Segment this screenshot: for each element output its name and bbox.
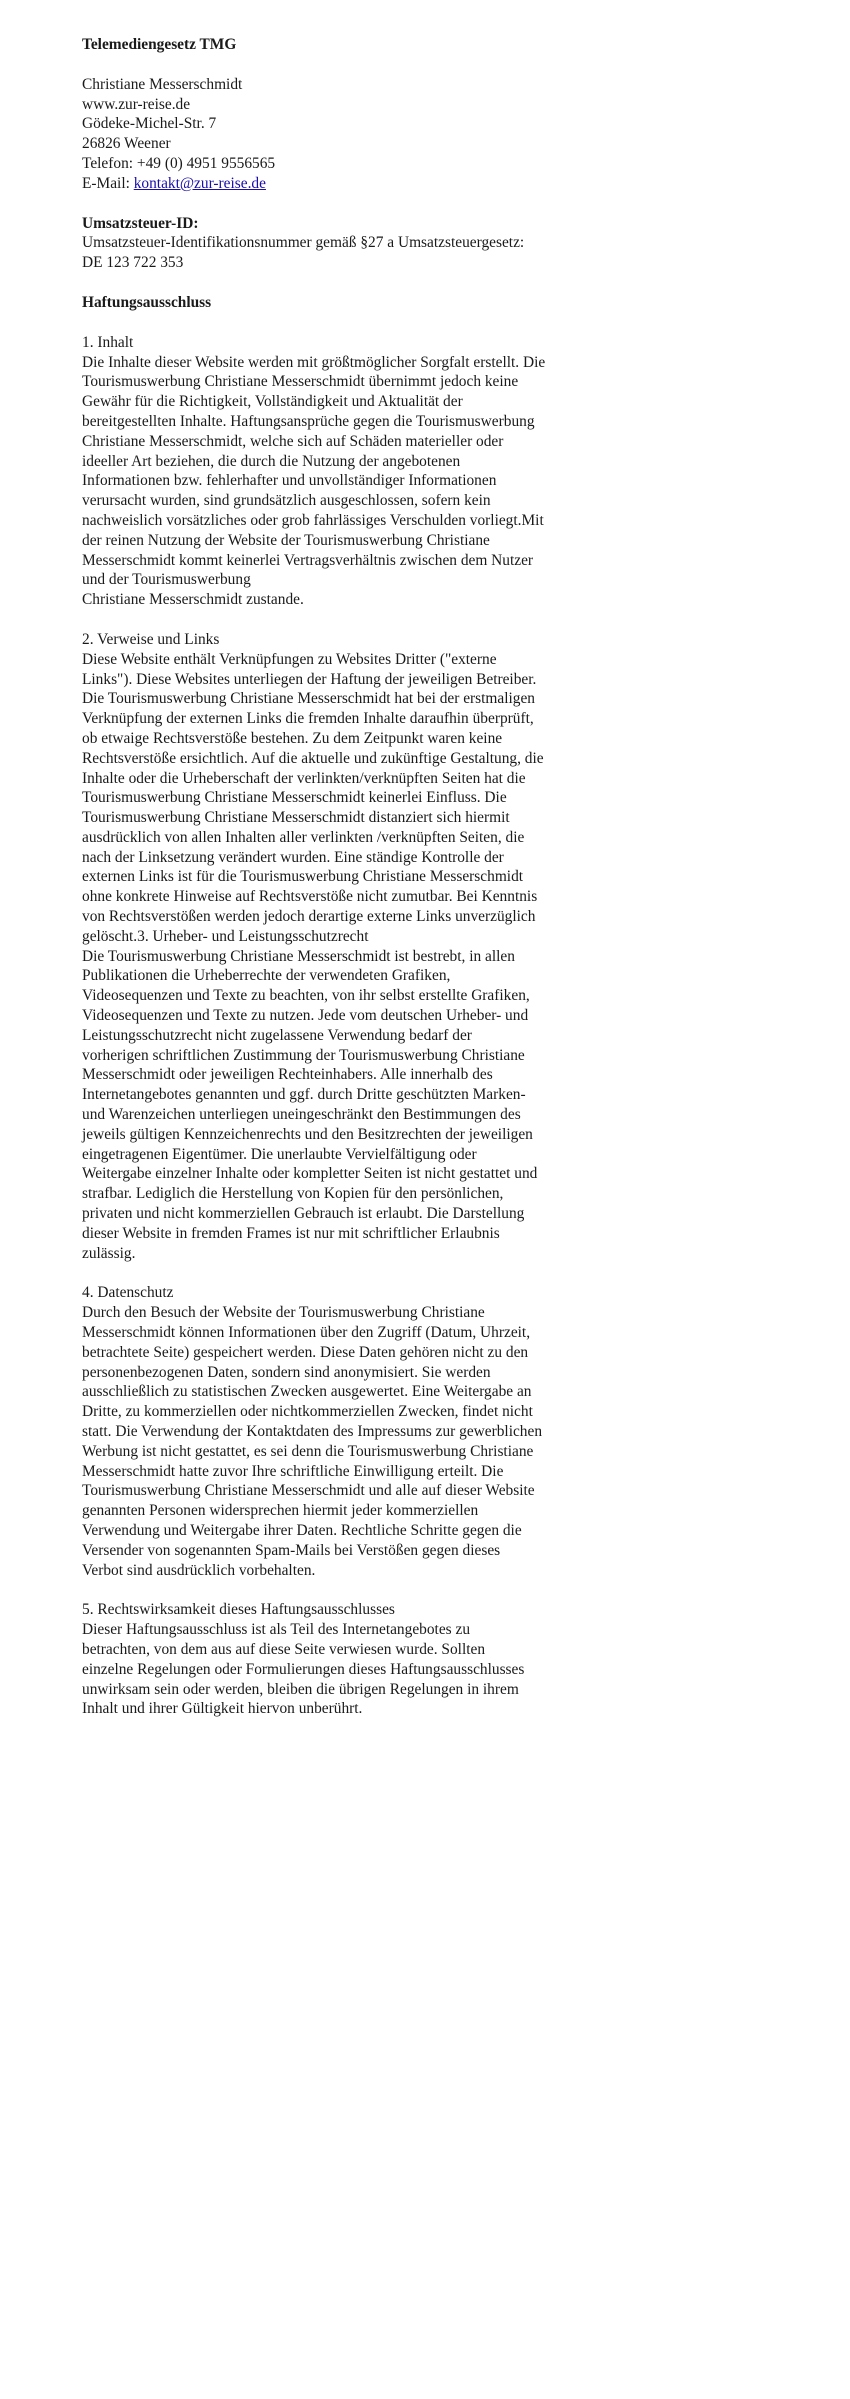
text-line: ausdrücklich von allen Inhalten aller verlinkten /verknüpften Seiten, die [82,828,525,846]
text-line: Verbot sind ausdrücklich vorbehalten. [82,1561,316,1579]
section-validity [82,1600,622,1719]
text-line: Werbung ist nicht gestattet, es sei denn die Tourismuswerbung Christiane [82,1442,534,1460]
text-line: Rechtsverstöße ersichtlich. Auf die aktuelle und zukünftige Gestaltung, die [82,749,544,767]
text-line: strafbar. Lediglich die Herstellung von Kopien für den persönlichen, [82,1185,504,1203]
text-line: ideeller Art beziehen, die durch die Nutzung der angebotenen [82,452,461,470]
spacer [82,55,622,75]
spacer [82,1580,622,1600]
text-line: Inhalt und ihrer Gültigkeit hiervon unberührt. [82,1700,363,1718]
text-line: Gewähr für die Richtigkeit, Vollständigkeit und Aktualität der [82,393,463,411]
text-line: Messerschmidt kommt keinerlei Vertragsverhältnis zwischen dem Nutzer [82,551,534,569]
text-line: zulässig. [82,1244,136,1262]
contact-phone: Telefon: +49 (0) 4951 9556565 [82,154,276,172]
section-text [82,353,622,610]
contact-email-line [82,174,622,194]
section-content [82,333,622,610]
section-privacy [82,1283,622,1580]
text-line: eingetragenen Eigentümer. Die unerlaubte Vervielfältigung oder [82,1145,477,1163]
text-line: Messerschmidt hatte zuvor Ihre schriftliche Einwilligung erteilt. Die [82,1462,504,1480]
text-line: personenbezogenen Daten, sondern sind anonymisiert. Sie werden [82,1363,491,1381]
email-link[interactable]: kontakt@zur-reise.de [133,174,266,192]
text-line: Dritte, zu kommerziellen oder nichtkommerziellen Zwecken, findet nicht [82,1403,533,1421]
section-text [82,650,622,1264]
vat-number: DE 123 722 353 [82,254,184,272]
text-line: Links"). Diese Websites unterliegen der Haftung der jeweiligen Betreiber. [82,670,537,688]
text-line: der reinen Nutzung der Website der Tourismuswerbung Christiane [82,531,490,549]
text-line: Die Tourismuswerbung Christiane Messerschmidt ist bestrebt, in allen [82,947,515,965]
contact-website: www.zur-reise.de [82,95,191,113]
text-line: und der Tourismuswerbung [82,571,251,589]
disclaimer-heading: Haftungsausschluss [82,293,212,311]
section-title: 4. Datenschutz [82,1284,174,1302]
spacer [82,313,622,333]
text-line: Versender von sogenannten Spam-Mails bei Verstößen gegen dieses [82,1541,501,1559]
spacer [82,194,622,214]
text-line: und Warenzeichen unterliegen uneingeschränkt den Bestimmungen des [82,1106,521,1124]
text-line: verursacht wurden, sind grundsätzlich ausgeschlossen, sofern kein [82,492,491,510]
text-line: Messerschmidt oder jeweiligen Rechteinhabers. Alle innerhalb des [82,1066,493,1084]
text-line: Weitergabe einzelner Inhalte oder kompletter Seiten ist nicht gestattet und [82,1165,538,1183]
text-line: ausschließlich zu statistischen Zwecken ausgewertet. Eine Weitergabe an [82,1383,532,1401]
text-line: Verwendung und Weitergabe ihrer Daten. Rechtliche Schritte gegen die [82,1521,522,1539]
spacer [82,273,622,293]
vat-heading: Umsatzsteuer-ID: [82,214,199,232]
text-line: statt. Die Verwendung der Kontaktdaten des Impressums zur gewerblichen [82,1423,543,1440]
spacer [82,610,622,630]
text-line: Videosequenzen und Texte zu beachten, von ihr selbst erstellte Grafiken, [82,987,530,1005]
text-line: Die Inhalte dieser Website werden mit größtmöglicher Sorgfalt erstellt. Die [82,353,546,371]
text-line: externen Links ist für die Tourismuswerbung Christiane Messerschmidt [82,868,524,886]
text-line: Tourismuswerbung Christiane Messerschmidt distanziert sich hiermit [82,809,510,827]
email-label: E-Mail: [82,174,134,192]
text-line: genannten Personen widersprechen hiermit jeder kommerziellen [82,1502,479,1520]
text-line: privaten und nicht kommerziellen Gebrauch ist erlaubt. Die Darstellung [82,1205,525,1223]
text-line: von Rechtsverstößen werden jedoch derartige externe Links unverzüglich [82,908,536,926]
text-line: jeweils gültigen Kennzeichenrechts und den Besitzrechten der jeweiligen [82,1125,533,1143]
text-line: ohne konkrete Hinweise auf Rechtsverstöße nicht zumutbar. Bei Kenntnis [82,888,538,906]
text-line: Informationen bzw. fehlerhafter und unvollständiger Informationen [82,472,497,490]
section-links [82,630,622,1264]
text-line: Tourismuswerbung Christiane Messerschmidt keinerlei Einfluss. Die [82,789,507,807]
section-text [82,1620,622,1719]
text-line: nachweislich vorsätzliches oder grob fahrlässiges Verschulden vorliegt.Mit [82,511,544,529]
text-line: Publikationen die Urheberrechte der verwendeten Grafiken, [82,967,451,985]
section-text [82,1303,622,1580]
text-line: dieser Website in fremden Frames ist nur mit schriftlicher Erlaubnis [82,1224,500,1242]
text-line: Messerschmidt können Informationen über den Zugriff (Datum, Uhrzeit, [82,1324,531,1342]
text-line: betrachtete Seite) gespeichert werden. Diese Daten gehören nicht zu den [82,1343,529,1361]
section-title: 2. Verweise und Links [82,630,220,648]
text-line: Leistungsschutzrecht nicht zugelassene Verwendung bedarf der [82,1026,472,1044]
text-line: nach der Linksetzung verändert wurden. Eine ständige Kontrolle der [82,848,504,866]
section-title: 5. Rechtswirksamkeit dieses Haftungsausschlusses [82,1601,395,1619]
contact-city: 26826 Weener [82,135,171,153]
contact-name: Christiane Messerschmidt [82,75,243,93]
document-body [82,35,622,1719]
spacer [82,1263,622,1283]
text-line: betrachten, von dem aus auf diese Seite verwiesen wurde. Sollten [82,1640,486,1658]
text-line: Videosequenzen und Texte zu nutzen. Jede vom deutschen Urheber- und [82,1007,529,1025]
section-title: 1. Inhalt [82,333,134,351]
contact-block [82,75,622,194]
text-line: vorherigen schriftlichen Zustimmung der Tourismuswerbung Christiane [82,1046,525,1064]
text-line: Diese Website enthält Verknüpfungen zu Websites Dritter ("externe [82,650,497,668]
text-line: bereitgestellten Inhalte. Haftungsansprüche gegen die Tourismuswerbung [82,412,535,430]
text-line: Verknüpfung der externen Links die fremden Inhalte daraufhin überprüft, [82,710,534,728]
text-line: Internetangebotes genannten und ggf. durch Dritte geschützten Marken- [82,1086,526,1104]
text-line: Durch den Besuch der Website der Tourismuswerbung Christiane [82,1304,485,1322]
page-title: Telemediengesetz TMG [82,36,237,53]
text-line: Die Tourismuswerbung Christiane Messerschmidt hat bei der erstmaligen [82,690,535,708]
contact-street: Gödeke-Michel-Str. 7 [82,115,217,133]
text-line: Dieser Haftungsausschluss ist als Teil des Internetangebotes zu [82,1621,471,1639]
vat-block [82,214,622,273]
text-line: Tourismuswerbung Christiane Messerschmidt übernimmt jedoch keine [82,373,519,391]
text-line: unwirksam sein oder werden, bleiben die übrigen Regelungen in ihrem [82,1680,519,1698]
text-line: Tourismuswerbung Christiane Messerschmidt und alle auf dieser Website [82,1482,535,1500]
vat-description: Umsatzsteuer-Identifikationsnummer gemäß §27 a Umsatzsteuergesetz: [82,234,525,252]
text-line: einzelne Regelungen oder Formulierungen dieses Haftungsausschlusses [82,1660,525,1678]
text-line: ob etwaige Rechtsverstöße bestehen. Zu dem Zeitpunkt waren keine [82,729,503,747]
text-line: gelöscht.3. Urheber- und Leistungsschutzrecht [82,927,369,945]
text-line: Inhalte oder die Urheberschaft der verlinkten/verknüpften Seiten hat die [82,769,526,787]
text-line: Christiane Messerschmidt zustande. [82,591,304,609]
text-line: Christiane Messerschmidt, welche sich auf Schäden materieller oder [82,432,504,450]
